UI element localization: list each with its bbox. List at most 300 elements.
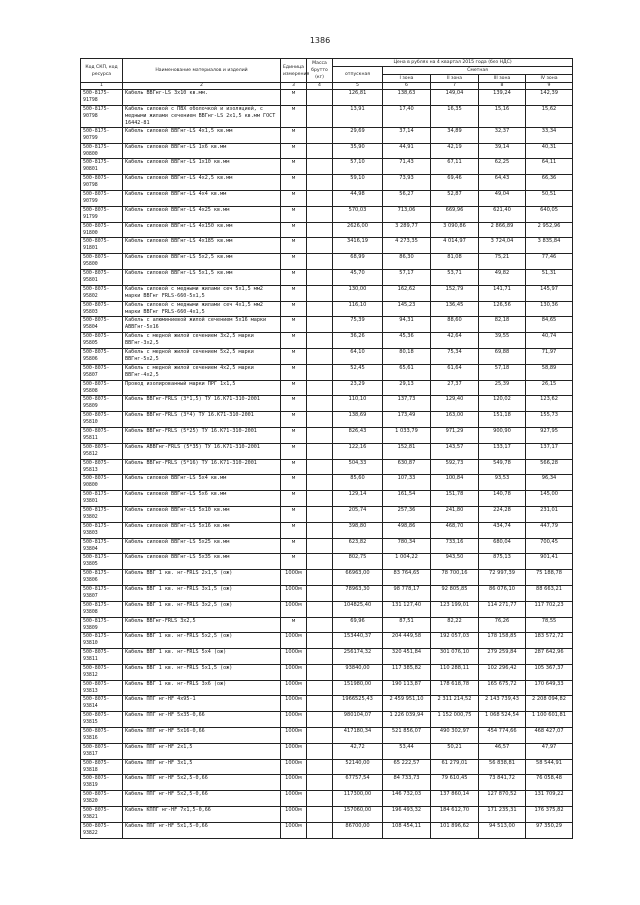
zone-3-price-cell: 62,25 (479, 159, 526, 175)
zone-1-price-cell: 152,81 (383, 443, 431, 459)
mass-cell (307, 775, 333, 791)
page-number: 1386 (309, 36, 331, 45)
mass-cell (307, 269, 333, 285)
zone-4-price-cell: 183 572,72 (526, 633, 573, 649)
header-code: Код СКП, код ресурса (81, 59, 123, 83)
table-row (81, 159, 573, 175)
zone-4-price-cell: 96,34 (526, 475, 573, 491)
table-row (81, 285, 573, 301)
zone-4-price-cell: 97 350,29 (526, 822, 573, 838)
zone-3-price-cell: 126,56 (479, 301, 526, 317)
zone-4-price-cell: 170 649,33 (526, 680, 573, 696)
mass-cell (307, 301, 333, 317)
resource-code-cell: 500-8075-91799 (81, 206, 123, 222)
zone-4-price-cell: 78,55 (526, 617, 573, 633)
zone-2-price-cell: 149,04 (431, 90, 479, 106)
release-price-cell: 52140,00 (333, 759, 383, 775)
resource-code-cell: 500-8075-95802 (81, 285, 123, 301)
zone-3-price-cell: 549,78 (479, 459, 526, 475)
material-name-cell: Кабель с медной жилой сечением 5х2,5 марки ВВГнг-5х2,5 (123, 348, 281, 364)
material-name-cell: Кабель ВВГнг-FRLS (5*25) ТУ 16.К71-310-2001 (123, 427, 281, 443)
resource-code-cell: 500-8075-95808 (81, 380, 123, 396)
header-unit: Единица измерения (281, 59, 307, 83)
table-row (81, 601, 573, 617)
resource-code-cell: 500-8175-90800 (81, 143, 123, 159)
release-price-cell: 45,70 (333, 269, 383, 285)
unit-cell: м (281, 90, 307, 106)
material-name-cell: Кабель ВВГ 1 кв. нг-FRLS 3х1,5 (ож) (123, 585, 281, 601)
unit-cell: м (281, 538, 307, 554)
table-row (81, 617, 573, 633)
zone-2-price-cell: 78 700,16 (431, 570, 479, 586)
unit-cell: 1000м (281, 822, 307, 838)
zone-4-price-cell: 927,95 (526, 427, 573, 443)
mass-cell (307, 159, 333, 175)
material-name-cell: Кабель ВВГнг-FRLS (3*1,5) ТУ 16.К71-310-2001 (123, 396, 281, 412)
zone-4-price-cell: 137,17 (526, 443, 573, 459)
zone-3-price-cell: 32,37 (479, 127, 526, 143)
mass-cell (307, 285, 333, 301)
column-number: 7 (431, 83, 479, 90)
zone-1-price-cell: 65 222,57 (383, 759, 431, 775)
zone-4-price-cell: 33,34 (526, 127, 573, 143)
zone-4-price-cell: 2 208 094,82 (526, 696, 573, 712)
zone-3-price-cell: 114 271,77 (479, 601, 526, 617)
zone-3-price-cell: 86 076,10 (479, 585, 526, 601)
zone-4-price-cell: 155,73 (526, 412, 573, 428)
table-row (81, 743, 573, 759)
table-row (81, 443, 573, 459)
zone-4-price-cell: 142,39 (526, 90, 573, 106)
material-name-cell: Провод изолированный марки ПРГ 1х1,5 (123, 380, 281, 396)
table-row (81, 696, 573, 712)
zone-3-price-cell: 46,57 (479, 743, 526, 759)
material-name-cell: Кабель силовой ВВГнг-LS 4х4 кв.мм (123, 190, 281, 206)
zone-3-price-cell: 82,18 (479, 317, 526, 333)
resource-code-cell: 500-8075-95809 (81, 396, 123, 412)
resource-code-cell: 500-8075-95810 (81, 412, 123, 428)
mass-cell (307, 348, 333, 364)
zone-1-price-cell: 2 459 951,10 (383, 696, 431, 712)
zone-2-price-cell: 75,34 (431, 348, 479, 364)
table-row (81, 791, 573, 807)
unit-cell: м (281, 506, 307, 522)
zone-2-price-cell: 34,89 (431, 127, 479, 143)
mass-cell (307, 317, 333, 333)
table-row (81, 269, 573, 285)
mass-cell (307, 522, 333, 538)
unit-cell: м (281, 238, 307, 254)
zone-4-price-cell: 26,15 (526, 380, 573, 396)
header-zone-4: IV зона (526, 75, 573, 83)
mass-cell (307, 807, 333, 823)
table-row (81, 491, 573, 507)
unit-cell: 1000м (281, 696, 307, 712)
table-row (81, 649, 573, 665)
unit-cell: м (281, 348, 307, 364)
release-price-cell: 570,03 (333, 206, 383, 222)
release-price-cell: 44,98 (333, 190, 383, 206)
release-price-cell: 157060,00 (333, 807, 383, 823)
zone-1-price-cell: 84 733,73 (383, 775, 431, 791)
mass-cell (307, 443, 333, 459)
material-name-cell: Кабель ВВГнг-FRLS (5*16) ТУ 16.К71-310-2001 (123, 459, 281, 475)
zone-4-price-cell: 145,97 (526, 285, 573, 301)
unit-cell: 1000м (281, 601, 307, 617)
zone-3-price-cell: 39,14 (479, 143, 526, 159)
zone-1-price-cell: 196 493,32 (383, 807, 431, 823)
zone-1-price-cell: 56,27 (383, 190, 431, 206)
zone-2-price-cell: 81,08 (431, 254, 479, 270)
material-name-cell: Кабель силовой ВВГнг-LS 5х4 кв.мм (123, 475, 281, 491)
zone-1-price-cell: 173,49 (383, 412, 431, 428)
zone-1-price-cell: 80,18 (383, 348, 431, 364)
zone-3-price-cell: 57,18 (479, 364, 526, 380)
zone-2-price-cell: 178 618,78 (431, 680, 479, 696)
mass-cell (307, 333, 333, 349)
release-price-cell: 3416,19 (333, 238, 383, 254)
mass-cell (307, 649, 333, 665)
release-price-cell: 153440,37 (333, 633, 383, 649)
table-row (81, 554, 573, 570)
zone-4-price-cell: 447,79 (526, 522, 573, 538)
zone-2-price-cell: 42,64 (431, 333, 479, 349)
zone-1-price-cell: 87,51 (383, 617, 431, 633)
material-name-cell: Кабель ВВГнг-FRLS 3х2,5 (123, 617, 281, 633)
release-price-cell: 110,10 (333, 396, 383, 412)
table-row (81, 728, 573, 744)
zone-1-price-cell: 65,61 (383, 364, 431, 380)
zone-2-price-cell: 490 302,97 (431, 728, 479, 744)
unit-cell: м (281, 143, 307, 159)
resource-code-cell: 500-8175-93804 (81, 538, 123, 554)
unit-cell: 1000м (281, 664, 307, 680)
mass-cell (307, 143, 333, 159)
unit-cell: м (281, 222, 307, 238)
material-name-cell: Кабель ППГ нг-HF 5х16-0,66 (123, 728, 281, 744)
zone-2-price-cell: 163,00 (431, 412, 479, 428)
resource-code-cell: 500-8075-90798 (81, 175, 123, 191)
header-release-price: отпускная (333, 67, 383, 83)
unit-cell: м (281, 380, 307, 396)
zone-3-price-cell: 2 866,89 (479, 222, 526, 238)
zone-1-price-cell: 780,34 (383, 538, 431, 554)
resource-code-cell: 500-8175-93801 (81, 491, 123, 507)
release-price-cell: 64,10 (333, 348, 383, 364)
zone-4-price-cell: 231,01 (526, 506, 573, 522)
unit-cell: м (281, 301, 307, 317)
table-row (81, 585, 573, 601)
resource-code-cell: 500-8075-95806 (81, 348, 123, 364)
zone-3-price-cell: 900,90 (479, 427, 526, 443)
unit-cell: 1000м (281, 680, 307, 696)
zone-2-price-cell: 101 896,62 (431, 822, 479, 838)
zone-2-price-cell: 69,46 (431, 175, 479, 191)
mass-cell (307, 506, 333, 522)
resource-code-cell: 500-8075-93812 (81, 664, 123, 680)
zone-4-price-cell: 77,46 (526, 254, 573, 270)
resource-code-cell: 500-8075-95813 (81, 459, 123, 475)
material-name-cell: Кабель силовой ВВГнг-LS 1х6 кв.мм (123, 143, 281, 159)
release-price-cell: 130,00 (333, 285, 383, 301)
mass-cell (307, 743, 333, 759)
zone-1-price-cell: 108 454,11 (383, 822, 431, 838)
zone-2-price-cell: 92 805,85 (431, 585, 479, 601)
zone-3-price-cell: 454 774,66 (479, 728, 526, 744)
header-estimate-price: Сметная (383, 67, 573, 75)
column-number: 1 (81, 83, 123, 90)
zone-2-price-cell: 2 311 214,52 (431, 696, 479, 712)
header-zone-3: III зона (479, 75, 526, 83)
unit-cell: 1000м (281, 759, 307, 775)
table-body (81, 90, 573, 839)
zone-4-price-cell: 66,36 (526, 175, 573, 191)
zone-3-price-cell: 178 158,85 (479, 633, 526, 649)
zone-2-price-cell: 592,73 (431, 459, 479, 475)
resource-code-cell: 500-8075-93818 (81, 759, 123, 775)
zone-2-price-cell: 241,80 (431, 506, 479, 522)
material-name-cell: Кабель силовой ВВГнг-LS 4х1,5 кв.мм (123, 127, 281, 143)
zone-1-price-cell: 161,54 (383, 491, 431, 507)
table-row (81, 807, 573, 823)
mass-cell (307, 396, 333, 412)
resource-code-cell: 500-8175-90799 (81, 127, 123, 143)
resource-code-cell: 500-8175-93805 (81, 554, 123, 570)
release-price-cell: 826,43 (333, 427, 383, 443)
zone-3-price-cell: 434,74 (479, 522, 526, 538)
release-price-cell: 36,26 (333, 333, 383, 349)
column-number: 8 (479, 83, 526, 90)
zone-2-price-cell: 137 860,14 (431, 791, 479, 807)
release-price-cell: 13,91 (333, 105, 383, 127)
material-name-cell: Кабель силовой с медными жилами сеч 4х1,5 мм2 марки ВВГнг FRLS-660-4х1,5 (123, 301, 281, 317)
mass-cell (307, 538, 333, 554)
table-row (81, 127, 573, 143)
zone-4-price-cell: 84,65 (526, 317, 573, 333)
table-row (81, 664, 573, 680)
zone-2-price-cell: 184 612,70 (431, 807, 479, 823)
resource-code-cell: 500-8075-95801 (81, 269, 123, 285)
zone-4-price-cell: 2 952,96 (526, 222, 573, 238)
zone-3-price-cell: 25,39 (479, 380, 526, 396)
release-price-cell: 129,14 (333, 491, 383, 507)
zone-1-price-cell: 29,13 (383, 380, 431, 396)
unit-cell: м (281, 475, 307, 491)
zone-3-price-cell: 75,21 (479, 254, 526, 270)
mass-cell (307, 633, 333, 649)
release-price-cell: 117300,00 (333, 791, 383, 807)
table-row (81, 206, 573, 222)
zone-2-price-cell: 3 090,86 (431, 222, 479, 238)
table-row (81, 238, 573, 254)
mass-cell (307, 696, 333, 712)
material-name-cell: Кабель с медной жилой сечением 3х2,5 марки ВВГнг-3х2,5 (123, 333, 281, 349)
material-name-cell: Кабель ВВГ 1 кв. нг-FRLS 5х4 (ож) (123, 649, 281, 665)
mass-cell (307, 728, 333, 744)
material-name-cell: Кабель ППГ нг-HF 4х95-1 (123, 696, 281, 712)
unit-cell: м (281, 522, 307, 538)
unit-cell: м (281, 269, 307, 285)
table-row (81, 254, 573, 270)
table-row (81, 633, 573, 649)
unit-cell: 1000м (281, 585, 307, 601)
zone-3-price-cell: 680,04 (479, 538, 526, 554)
zone-2-price-cell: 27,37 (431, 380, 479, 396)
zone-2-price-cell: 79 610,45 (431, 775, 479, 791)
mass-cell (307, 585, 333, 601)
table-row (81, 459, 573, 475)
zone-3-price-cell: 69,88 (479, 348, 526, 364)
release-price-cell: 980104,07 (333, 712, 383, 728)
mass-cell (307, 554, 333, 570)
unit-cell: м (281, 105, 307, 127)
zone-1-price-cell: 45,36 (383, 333, 431, 349)
release-price-cell: 29,69 (333, 127, 383, 143)
zone-2-price-cell: 61 279,01 (431, 759, 479, 775)
material-name-cell: Кабель ВВГнг-LS 3х10 кв.мм. (123, 90, 281, 106)
zone-4-price-cell: 71,97 (526, 348, 573, 364)
zone-4-price-cell: 3 835,84 (526, 238, 573, 254)
table-row (81, 143, 573, 159)
material-name-cell: Кабель силовой с медными жилами сеч 5х1,5 мм2 марки ВВГнг FRLS-660-5х1,5 (123, 285, 281, 301)
mass-cell (307, 175, 333, 191)
zone-1-price-cell: 94,31 (383, 317, 431, 333)
resource-code-cell: 500-8075-91801 (81, 238, 123, 254)
zone-4-price-cell: 901,41 (526, 554, 573, 570)
zone-2-price-cell: 4 014,97 (431, 238, 479, 254)
table-row (81, 538, 573, 554)
material-name-cell: Кабель ВВГ 1 кв. нг-FRLS 3х6 (ож) (123, 680, 281, 696)
unit-cell: 1000м (281, 743, 307, 759)
zone-4-price-cell: 105 367,37 (526, 664, 573, 680)
zone-2-price-cell: 100,84 (431, 475, 479, 491)
release-price-cell: 256174,32 (333, 649, 383, 665)
release-price-cell: 122,16 (333, 443, 383, 459)
zone-4-price-cell: 176 375,82 (526, 807, 573, 823)
zone-4-price-cell: 15,62 (526, 105, 573, 127)
unit-cell: 1000м (281, 807, 307, 823)
zone-1-price-cell: 4 273,35 (383, 238, 431, 254)
resource-code-cell: 500-8075-93817 (81, 743, 123, 759)
resource-code-cell: 500-8175-90798 (81, 105, 123, 127)
release-price-cell: 398,80 (333, 522, 383, 538)
resource-code-cell: 500-8075-95807 (81, 364, 123, 380)
material-name-cell: Кабель АВВГнг-FRLS (5*35) ТУ 16.К71-310-2001 (123, 443, 281, 459)
release-price-cell: 623,82 (333, 538, 383, 554)
zone-3-price-cell: 72 997,39 (479, 570, 526, 586)
resource-code-cell: 500-8075-95812 (81, 443, 123, 459)
material-name-cell: Кабель силовой ВВГнг-LS 5х6 кв.мм (123, 491, 281, 507)
resource-code-cell: 500-8175-93808 (81, 601, 123, 617)
material-name-cell: Кабель с медной жилой сечением 4х2,5 марки ВВГнг-4х2,5 (123, 364, 281, 380)
zone-1-price-cell: 1 033,79 (383, 427, 431, 443)
material-name-cell: Кабель силовой ВВГнг-LS 5х25 кв.мм (123, 538, 281, 554)
unit-cell: м (281, 127, 307, 143)
zone-3-price-cell: 127 870,52 (479, 791, 526, 807)
unit-cell: м (281, 396, 307, 412)
zone-3-price-cell: 49,82 (479, 269, 526, 285)
unit-cell: м (281, 459, 307, 475)
mass-cell (307, 822, 333, 838)
zone-3-price-cell: 171 235,31 (479, 807, 526, 823)
release-price-cell: 504,33 (333, 459, 383, 475)
column-number: 3 (281, 83, 307, 90)
zone-3-price-cell: 94 513,00 (479, 822, 526, 838)
material-name-cell: Кабель силовой ВВГнг-LS 5х10 кв.мм (123, 506, 281, 522)
unit-cell: м (281, 159, 307, 175)
zone-1-price-cell: 131 127,40 (383, 601, 431, 617)
table-row (81, 333, 573, 349)
release-price-cell: 59,10 (333, 175, 383, 191)
resource-code-cell: 500-8075-90799 (81, 190, 123, 206)
release-price-cell: 205,74 (333, 506, 383, 522)
column-number: 6 (383, 83, 431, 90)
zone-3-price-cell: 102 296,42 (479, 664, 526, 680)
zone-1-price-cell: 713,06 (383, 206, 431, 222)
resource-code-cell: 500-8075-90800 (81, 475, 123, 491)
unit-cell: 1000м (281, 775, 307, 791)
mass-cell (307, 680, 333, 696)
table-row (81, 712, 573, 728)
material-name-cell: Кабель силовой ВВГнг-LS 4х185 кв.мм (123, 238, 281, 254)
zone-2-price-cell: 110 288,11 (431, 664, 479, 680)
mass-cell (307, 617, 333, 633)
zone-3-price-cell: 93,53 (479, 475, 526, 491)
zone-3-price-cell: 15,16 (479, 105, 526, 127)
zone-1-price-cell: 107,33 (383, 475, 431, 491)
table-row (81, 348, 573, 364)
zone-2-price-cell: 151,78 (431, 491, 479, 507)
resource-code-cell: 500-8175-93807 (81, 585, 123, 601)
zone-2-price-cell: 82,22 (431, 617, 479, 633)
unit-cell: м (281, 206, 307, 222)
resource-code-cell: 500-8175-91798 (81, 90, 123, 106)
mass-cell (307, 412, 333, 428)
table-row (81, 570, 573, 586)
column-number: 9 (526, 83, 573, 90)
zone-2-price-cell: 192 057,03 (431, 633, 479, 649)
zone-2-price-cell: 52,87 (431, 190, 479, 206)
zone-2-price-cell: 669,96 (431, 206, 479, 222)
mass-cell (307, 459, 333, 475)
zone-2-price-cell: 152,79 (431, 285, 479, 301)
unit-cell: м (281, 364, 307, 380)
unit-cell: м (281, 491, 307, 507)
unit-cell: м (281, 317, 307, 333)
zone-2-price-cell: 16,35 (431, 105, 479, 127)
material-name-cell: Кабель ППГ нг-HF 2х1,5 (123, 743, 281, 759)
unit-cell: 1000м (281, 791, 307, 807)
table-row (81, 427, 573, 443)
mass-cell (307, 127, 333, 143)
mass-cell (307, 254, 333, 270)
zone-2-price-cell: 1 152 000,75 (431, 712, 479, 728)
resource-code-cell: 500-8075-93815 (81, 712, 123, 728)
table-row (81, 317, 573, 333)
mass-cell (307, 570, 333, 586)
table-row (81, 822, 573, 838)
resource-code-cell: 500-8075-93816 (81, 728, 123, 744)
release-price-cell: 2626,00 (333, 222, 383, 238)
release-price-cell: 57,10 (333, 159, 383, 175)
zone-2-price-cell: 468,70 (431, 522, 479, 538)
resource-code-cell: 500-8075-95805 (81, 333, 123, 349)
zone-3-price-cell: 2 143 739,43 (479, 696, 526, 712)
zone-1-price-cell: 3 289,77 (383, 222, 431, 238)
zone-2-price-cell: 143,57 (431, 443, 479, 459)
mass-cell (307, 364, 333, 380)
release-price-cell: 67757,54 (333, 775, 383, 791)
